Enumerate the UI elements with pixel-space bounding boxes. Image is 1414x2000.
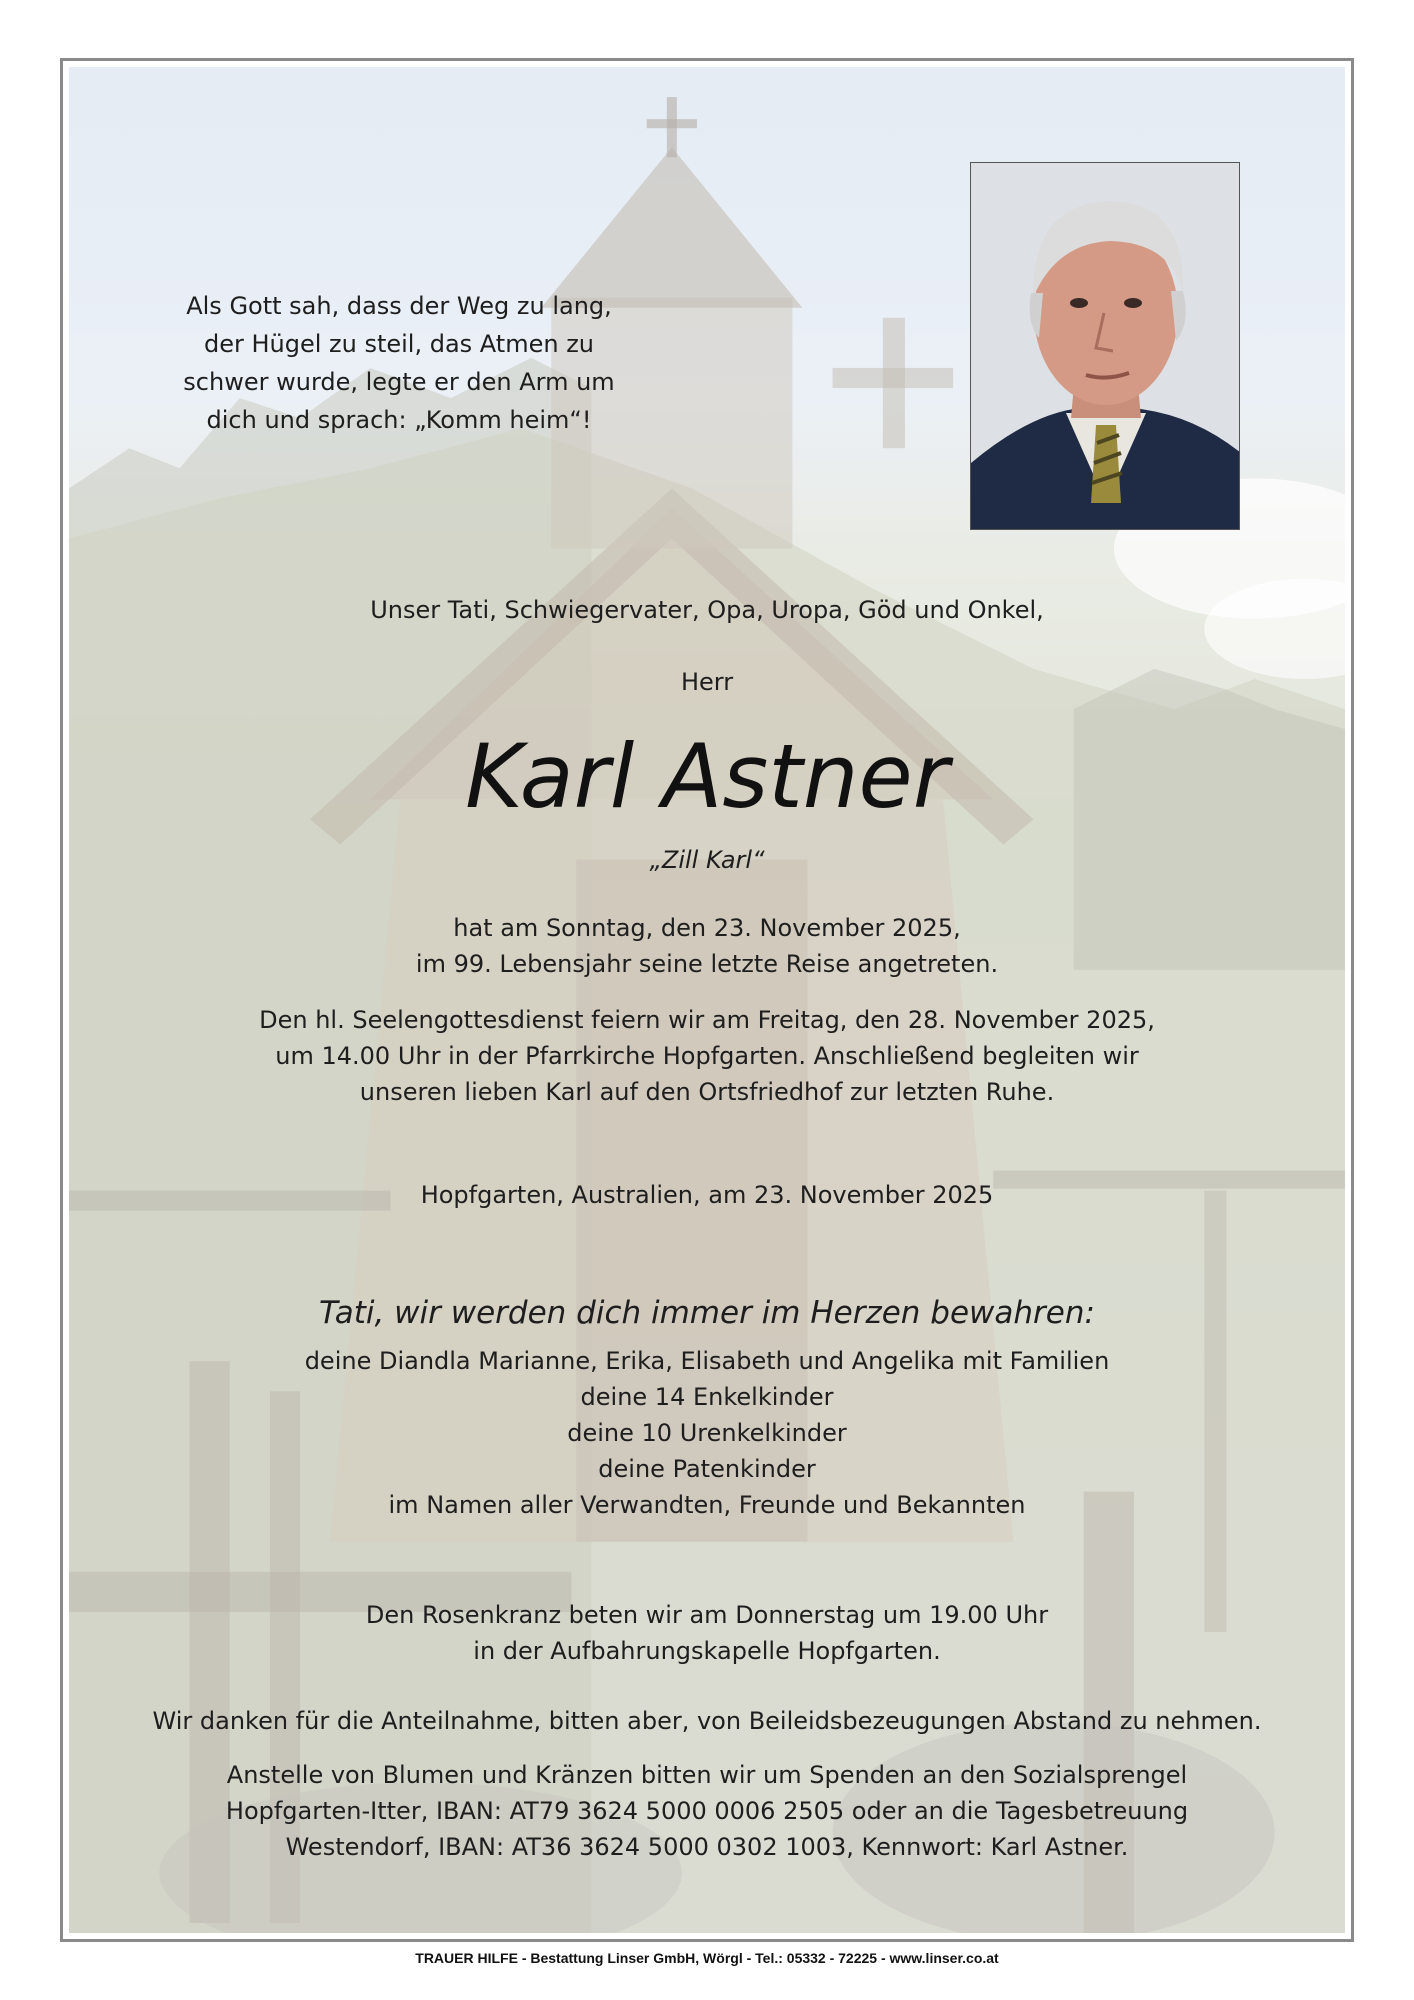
portrait-photo	[970, 162, 1240, 530]
poem-line: schwer wurde, legte er den Arm um	[183, 368, 615, 396]
relationship-intro: Unser Tati, Schwiegervater, Opa, Uropa, Göd und Onkel,	[370, 596, 1044, 624]
nickname: „Zill Karl“	[649, 846, 765, 874]
funeral-service	[69, 1002, 1345, 1110]
rosary-notice	[69, 1597, 1345, 1669]
memorial-poem	[159, 287, 639, 439]
family-motto: Tati, wir werden dich immer im Herzen bewahren:	[319, 1295, 1095, 1331]
salutation: Herr	[680, 668, 734, 696]
mourner-line: deine 10 Urenkelkinder	[567, 1419, 847, 1447]
poem-line: dich und sprach: „Komm heim“!	[206, 406, 592, 434]
mourner-line: im Namen aller Verwandten, Freunde und Bekannten	[388, 1491, 1026, 1519]
donation-line: Westendorf, IBAN: AT36 3624 5000 0302 1003, Kennwort: Karl Astner.	[285, 1833, 1129, 1861]
death-line: hat am Sonntag, den 23. November 2025,	[453, 914, 961, 942]
death-line: im 99. Lebensjahr seine letzte Reise angetreten.	[415, 950, 999, 978]
place-and-date: Hopfgarten, Australien, am 23. November 2025	[420, 1181, 994, 1209]
death-notice	[69, 910, 1345, 982]
donation-request	[69, 1757, 1345, 1865]
funeral-home-footer: TRAUER HILFE - Bestattung Linser GmbH, Wörgl - Tel.: 05332 - 72225 - www.linser.co.at	[415, 1950, 999, 1966]
mourner-line: deine Patenkinder	[598, 1455, 816, 1483]
service-line: um 14.00 Uhr in der Pfarrkirche Hopfgarten. Anschließend begleiten wir	[275, 1042, 1139, 1070]
poem-line: der Hügel zu steil, das Atmen zu	[203, 330, 595, 358]
obituary-content	[69, 67, 1345, 1933]
obituary-frame	[60, 58, 1354, 1942]
service-line: Den hl. Seelengottesdienst feiern wir am Freitag, den 28. November 2025,	[259, 1006, 1155, 1034]
poem-line: Als Gott sah, dass der Weg zu lang,	[186, 292, 612, 320]
obituary-card	[69, 67, 1345, 1933]
service-line: unseren lieben Karl auf den Ortsfriedhof zur letzten Ruhe.	[359, 1078, 1055, 1106]
rosary-line: Den Rosenkranz beten wir am Donnerstag um 19.00 Uhr	[365, 1601, 1049, 1629]
donation-line: Anstelle von Blumen und Kränzen bitten wir um Spenden an den Sozialsprengel	[226, 1761, 1188, 1789]
deceased-name: Karl Astner	[465, 725, 949, 828]
mourner-line: deine 14 Enkelkinder	[580, 1383, 834, 1411]
mourners-list	[69, 1343, 1345, 1523]
thanks-note: Wir danken für die Anteilnahme, bitten aber, von Beileidsbezeugungen Abstand zu nehmen.	[152, 1707, 1262, 1735]
rosary-line: in der Aufbahrungskapelle Hopfgarten.	[473, 1637, 941, 1665]
donation-line: Hopfgarten-Itter, IBAN: AT79 3624 5000 0006 2505 oder an die Tagesbetreuung	[225, 1797, 1189, 1825]
mourner-line: deine Diandla Marianne, Erika, Elisabeth und Angelika mit Familien	[304, 1347, 1110, 1375]
